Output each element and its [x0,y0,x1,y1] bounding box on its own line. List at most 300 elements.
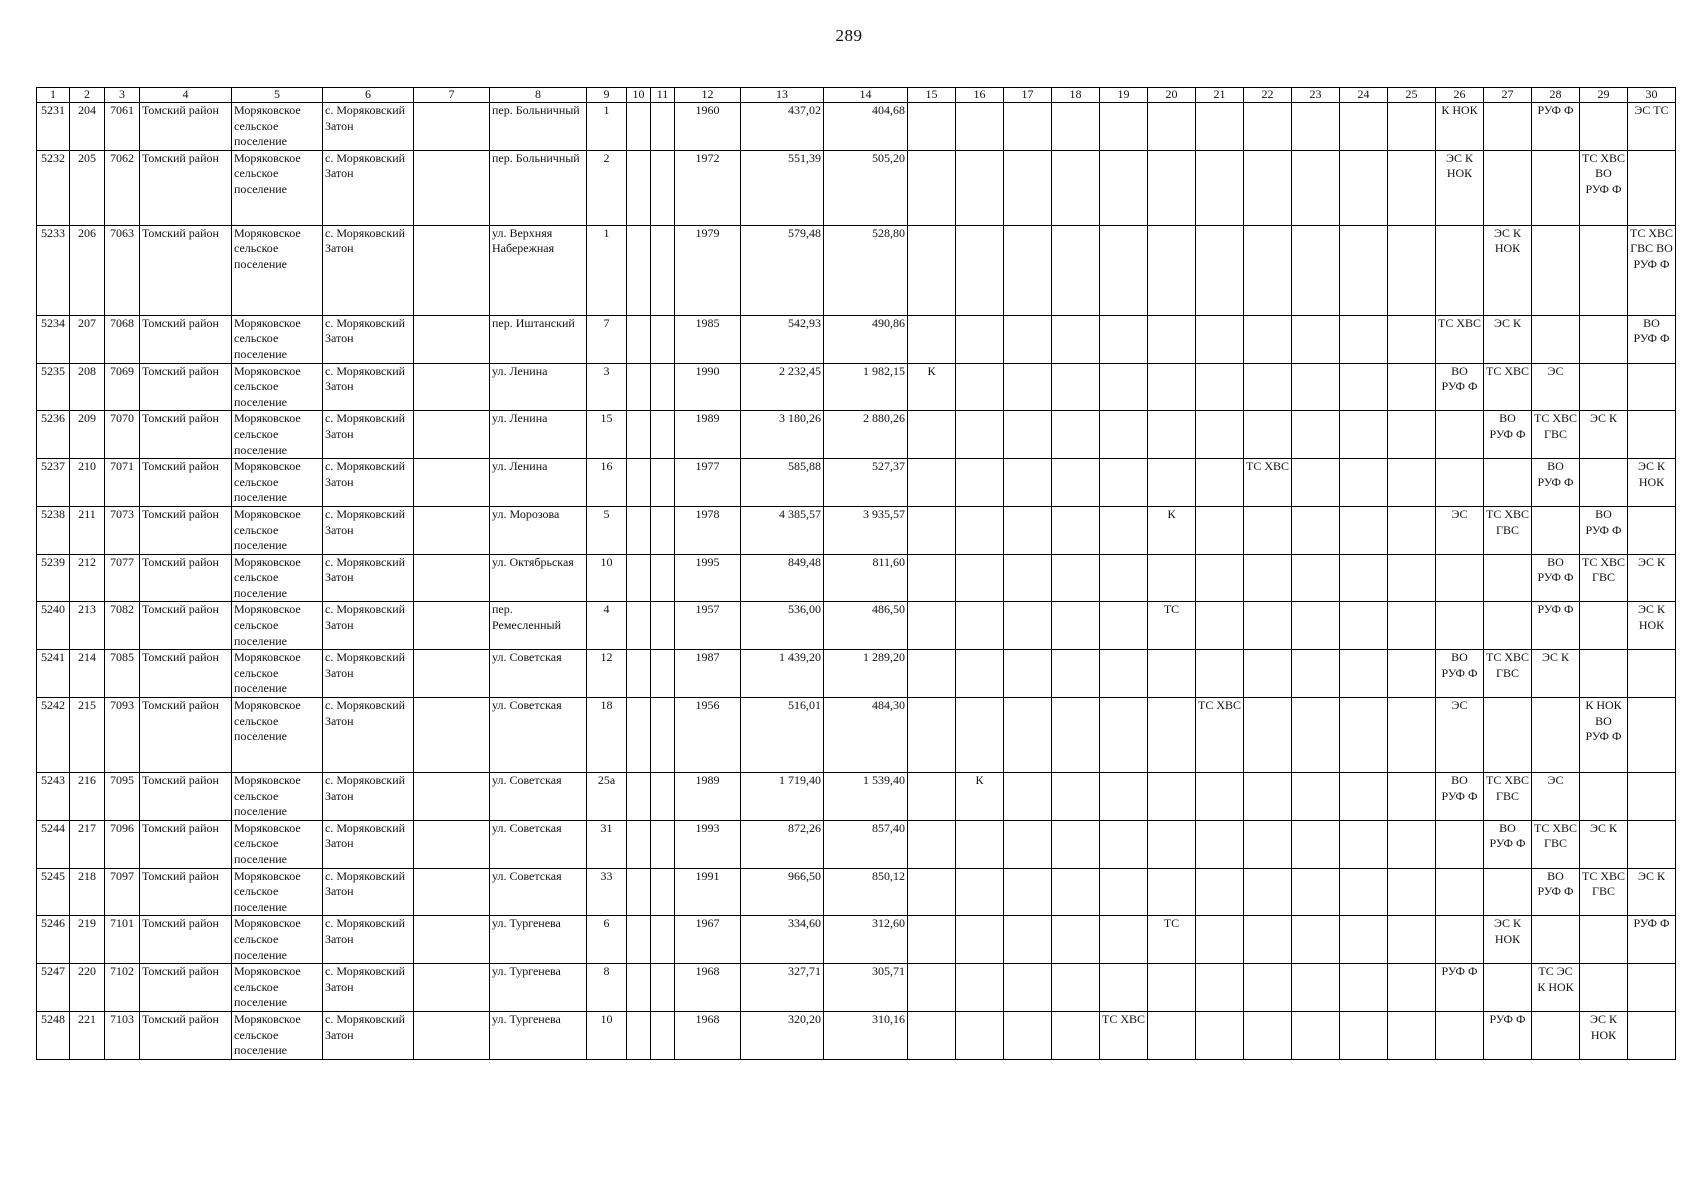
table-cell: К [1148,506,1196,554]
table-cell: пер. Иштанский [490,315,587,363]
table-cell: с. Моряковский Затон [323,1011,414,1059]
table-cell [1196,964,1244,1012]
table-cell [1340,964,1388,1012]
table-cell: 1 289,20 [824,650,908,698]
table-cell [1100,363,1148,411]
table-cell: Моряковское сельское поселение [232,459,323,507]
table-cell [1340,820,1388,868]
table-cell [1340,868,1388,916]
table-cell [1148,698,1196,773]
table-cell [651,773,675,821]
table-cell [627,916,651,964]
table-cell: 7082 [105,602,140,650]
table-cell [1484,103,1532,151]
table-cell: 857,40 [824,820,908,868]
table-cell: 218 [70,868,105,916]
table-cell [1244,773,1292,821]
table-cell [1340,506,1388,554]
table-cell [956,916,1004,964]
table-cell: 1989 [675,773,741,821]
table-cell [1148,820,1196,868]
table-cell: ЭС К [1580,411,1628,459]
table-cell [1388,868,1436,916]
table-cell: ТС ХВС [1484,363,1532,411]
table-cell: 15 [587,411,627,459]
column-header: 30 [1628,88,1676,103]
table-cell [1340,650,1388,698]
table-cell: 214 [70,650,105,698]
table-cell [414,820,490,868]
table-cell [1388,150,1436,225]
table-cell [1628,773,1676,821]
table-cell: Моряковское сельское поселение [232,103,323,151]
table-cell [1292,411,1340,459]
table-cell [651,868,675,916]
table-cell: ул. Советская [490,698,587,773]
table-cell [1340,150,1388,225]
table-row [37,315,1676,363]
table-cell [1292,916,1340,964]
table-cell [956,103,1004,151]
table-cell: 220 [70,964,105,1012]
table-cell [1292,225,1340,315]
table-cell: 18 [587,698,627,773]
table-cell: Моряковское сельское поселение [232,602,323,650]
table-cell [651,820,675,868]
table-cell: 7071 [105,459,140,507]
table-row [37,411,1676,459]
table-cell: ТС ХВС ГВС [1580,554,1628,602]
column-header: 12 [675,88,741,103]
table-cell: 5247 [37,964,70,1012]
table-cell [1436,1011,1484,1059]
table-cell [651,150,675,225]
table-cell [414,916,490,964]
table-cell [908,225,956,315]
table-cell: с. Моряковский Затон [323,868,414,916]
table-cell [1244,150,1292,225]
table-cell: ул. Ленина [490,363,587,411]
table-cell [1292,363,1340,411]
table-cell [414,506,490,554]
table-cell [1340,1011,1388,1059]
table-cell [1052,554,1100,602]
table-cell: 1960 [675,103,741,151]
table-cell [1388,506,1436,554]
table-cell [1052,916,1100,964]
table-cell [414,411,490,459]
table-cell: 1 539,40 [824,773,908,821]
table-cell: пер. Больничный [490,103,587,151]
table-cell [1292,602,1340,650]
table-cell [414,554,490,602]
table-cell [414,964,490,1012]
table-cell [1292,650,1340,698]
column-header: 28 [1532,88,1580,103]
table-cell [1052,150,1100,225]
table-cell: ул. Тургенева [490,916,587,964]
table-cell: 7103 [105,1011,140,1059]
table-cell [1004,650,1052,698]
table-cell: 305,71 [824,964,908,1012]
table-cell: 25а [587,773,627,821]
table-cell [956,150,1004,225]
table-cell: ВО РУФ Ф [1532,459,1580,507]
table-cell [1532,150,1580,225]
table-cell: Моряковское сельское поселение [232,554,323,602]
table-cell [908,103,956,151]
table-cell: Моряковское сельское поселение [232,150,323,225]
table-cell: 1 982,15 [824,363,908,411]
table-row [37,150,1676,225]
table-cell: с. Моряковский Затон [323,554,414,602]
table-cell [627,602,651,650]
table-cell [1580,363,1628,411]
table-cell: 2 880,26 [824,411,908,459]
table-cell: 1 439,20 [741,650,824,698]
table-cell [1100,698,1148,773]
table-cell: 5 [587,506,627,554]
table-cell [908,554,956,602]
table-cell [1004,506,1052,554]
table-cell [651,411,675,459]
table-cell [1052,411,1100,459]
table-cell [1388,459,1436,507]
table-cell: ЭС [1532,363,1580,411]
table-cell: ул. Октябрьская [490,554,587,602]
table-cell [1580,103,1628,151]
table-cell: 579,48 [741,225,824,315]
table-cell [414,698,490,773]
table-cell [1052,868,1100,916]
table-cell [1244,363,1292,411]
column-header: 5 [232,88,323,103]
column-header: 29 [1580,88,1628,103]
table-cell [1292,820,1340,868]
table-cell: 10 [587,1011,627,1059]
table-cell: 1978 [675,506,741,554]
table-cell [1196,150,1244,225]
table-cell [1388,411,1436,459]
table-cell: ул. Советская [490,650,587,698]
table-cell: ЭС К [1484,315,1532,363]
table-cell [1196,315,1244,363]
table-cell [908,773,956,821]
table-cell: Томский район [140,916,232,964]
table-cell [1388,650,1436,698]
table-cell: 5239 [37,554,70,602]
table-cell: 7 [587,315,627,363]
table-cell: ВО РУФ Ф [1532,868,1580,916]
table-cell: 211 [70,506,105,554]
table-cell [627,964,651,1012]
table-cell: ЭС К НОК [1628,459,1676,507]
table-row [37,554,1676,602]
table-cell [1052,506,1100,554]
table-cell [1340,916,1388,964]
table-cell: 3 935,57 [824,506,908,554]
table-cell: 551,39 [741,150,824,225]
table-row [37,363,1676,411]
column-header: 23 [1292,88,1340,103]
table-cell [651,650,675,698]
table-cell [1580,916,1628,964]
table-cell [1100,868,1148,916]
table-cell: 5237 [37,459,70,507]
table-cell: 1977 [675,459,741,507]
table-cell [1052,820,1100,868]
table-cell: Томский район [140,315,232,363]
table-cell: 16 [587,459,627,507]
table-cell: 484,30 [824,698,908,773]
table-cell [908,868,956,916]
table-cell: Моряковское сельское поселение [232,868,323,916]
table-cell [627,554,651,602]
table-cell: с. Моряковский Затон [323,225,414,315]
table-cell [1004,554,1052,602]
table-cell: ЭС К [1532,650,1580,698]
table-cell [1100,506,1148,554]
table-cell: 216 [70,773,105,821]
table-cell [1436,820,1484,868]
column-header: 11 [651,88,675,103]
table-cell [1388,916,1436,964]
table-cell: 7062 [105,150,140,225]
table-cell [1580,602,1628,650]
table-cell: 1 [587,225,627,315]
table-cell: ВО РУФ Ф [1484,820,1532,868]
column-header: 13 [741,88,824,103]
table-cell: с. Моряковский Затон [323,698,414,773]
column-header: 21 [1196,88,1244,103]
table-cell: 221 [70,1011,105,1059]
table-cell: Томский район [140,602,232,650]
table-cell [1244,698,1292,773]
table-cell: 505,20 [824,150,908,225]
table-cell [414,773,490,821]
table-cell: 7069 [105,363,140,411]
table-cell [956,650,1004,698]
table-cell: Томский район [140,103,232,151]
table-cell [651,506,675,554]
column-header: 22 [1244,88,1292,103]
table-cell [1388,315,1436,363]
table-cell: ВО РУФ Ф [1532,554,1580,602]
table-cell [627,820,651,868]
table-cell [1100,315,1148,363]
table-cell: 1989 [675,411,741,459]
table-cell: 2 [587,150,627,225]
table-cell [956,820,1004,868]
table-cell [1340,411,1388,459]
table-cell: ТС ХВС ГВС [1484,506,1532,554]
table-cell [956,554,1004,602]
table-cell: 204 [70,103,105,151]
table-cell: Моряковское сельское поселение [232,773,323,821]
table-cell [1484,698,1532,773]
table-cell: Моряковское сельское поселение [232,315,323,363]
table-cell [651,315,675,363]
column-header: 16 [956,88,1004,103]
table-cell: 10 [587,554,627,602]
table-cell: 213 [70,602,105,650]
table-cell [956,602,1004,650]
table-cell: 12 [587,650,627,698]
table-row [37,868,1676,916]
table-cell: 5242 [37,698,70,773]
table-cell: ВО РУФ Ф [1484,411,1532,459]
table-cell: ЭС К [1628,868,1676,916]
table-cell [414,459,490,507]
table-cell [1004,916,1052,964]
table-cell: 1990 [675,363,741,411]
table-cell: Моряковское сельское поселение [232,964,323,1012]
table-cell [1628,363,1676,411]
table-cell [1580,315,1628,363]
table-cell: 5231 [37,103,70,151]
table-cell: 1967 [675,916,741,964]
table-cell [1244,868,1292,916]
table-cell: 7077 [105,554,140,602]
table-cell [1436,916,1484,964]
table-cell: 7095 [105,773,140,821]
table-cell [1100,916,1148,964]
table-cell: 217 [70,820,105,868]
table-cell [1628,506,1676,554]
table-cell [1484,150,1532,225]
table-cell [1100,411,1148,459]
table-cell: 209 [70,411,105,459]
table-row [37,225,1676,315]
table-cell: ул. Тургенева [490,964,587,1012]
table-cell [908,411,956,459]
table-row [37,820,1676,868]
table-cell [1292,103,1340,151]
column-header: 6 [323,88,414,103]
table-cell [956,459,1004,507]
table-cell: 5241 [37,650,70,698]
table-cell: Томский район [140,820,232,868]
table-cell [1388,773,1436,821]
table-cell [414,650,490,698]
table-cell [1052,363,1100,411]
table-cell: ул. Советская [490,820,587,868]
table-cell: Моряковское сельское поселение [232,820,323,868]
table-cell: ТС ХВС ГВС [1484,773,1532,821]
table-cell [1484,554,1532,602]
table-cell: с. Моряковский Затон [323,103,414,151]
table-cell: 6 [587,916,627,964]
table-cell: ул. Советская [490,868,587,916]
table-row [37,506,1676,554]
table-cell: 1985 [675,315,741,363]
table-cell [1244,225,1292,315]
table-cell [1484,868,1532,916]
table-cell: 7101 [105,916,140,964]
table-cell: 490,86 [824,315,908,363]
table-cell: ЭС К НОК [1484,916,1532,964]
table-cell: 5248 [37,1011,70,1059]
column-header: 7 [414,88,490,103]
table-cell [956,315,1004,363]
table-cell [627,150,651,225]
table-cell: с. Моряковский Затон [323,315,414,363]
table-cell [1340,315,1388,363]
table-cell [1004,103,1052,151]
table-cell: 7097 [105,868,140,916]
table-cell: с. Моряковский Затон [323,964,414,1012]
table-cell: 205 [70,150,105,225]
table-cell: 7061 [105,103,140,151]
table-cell [1100,150,1148,225]
table-cell [1100,459,1148,507]
table-cell: 536,00 [741,602,824,650]
table-cell: 1995 [675,554,741,602]
table-cell: 212 [70,554,105,602]
table-cell [651,103,675,151]
table-cell: 1956 [675,698,741,773]
table-cell [956,506,1004,554]
table-cell [1148,363,1196,411]
table-cell: ЭС К НОК [1580,1011,1628,1059]
table-cell [908,916,956,964]
table-cell [627,411,651,459]
table-cell [651,459,675,507]
table-cell [1340,602,1388,650]
table-cell: К [956,773,1004,821]
table-cell [1244,916,1292,964]
table-cell [627,363,651,411]
table-cell [1196,225,1244,315]
table-cell [956,411,1004,459]
table-cell [1628,650,1676,698]
table-cell: с. Моряковский Затон [323,363,414,411]
table-cell: ул. Советская [490,773,587,821]
table-cell [1292,150,1340,225]
table-cell [1004,820,1052,868]
table-cell [1244,554,1292,602]
table-cell: 5235 [37,363,70,411]
table-cell [414,1011,490,1059]
table-cell [1340,773,1388,821]
table-cell: 585,88 [741,459,824,507]
table-cell [1148,964,1196,1012]
table-cell [956,964,1004,1012]
table-cell: ул. Морозова [490,506,587,554]
table-cell: ТС [1148,602,1196,650]
table-cell [956,363,1004,411]
table-cell: 327,71 [741,964,824,1012]
table-row [37,602,1676,650]
table-cell [627,773,651,821]
table-cell: 1957 [675,602,741,650]
table-cell: ТС ХВС ГВС [1532,820,1580,868]
table-cell [1244,103,1292,151]
table-cell [1196,459,1244,507]
table-cell: Томский район [140,150,232,225]
table-cell [1196,554,1244,602]
table-cell [1340,698,1388,773]
table-cell: 334,60 [741,916,824,964]
table-cell [1580,773,1628,821]
table-cell: ул. Тургенева [490,1011,587,1059]
table-cell [1388,964,1436,1012]
table-cell: Томский район [140,868,232,916]
column-header: 18 [1052,88,1100,103]
table-cell [1052,315,1100,363]
table-cell: ул. Верхняя Набережная [490,225,587,315]
table-cell [1052,773,1100,821]
